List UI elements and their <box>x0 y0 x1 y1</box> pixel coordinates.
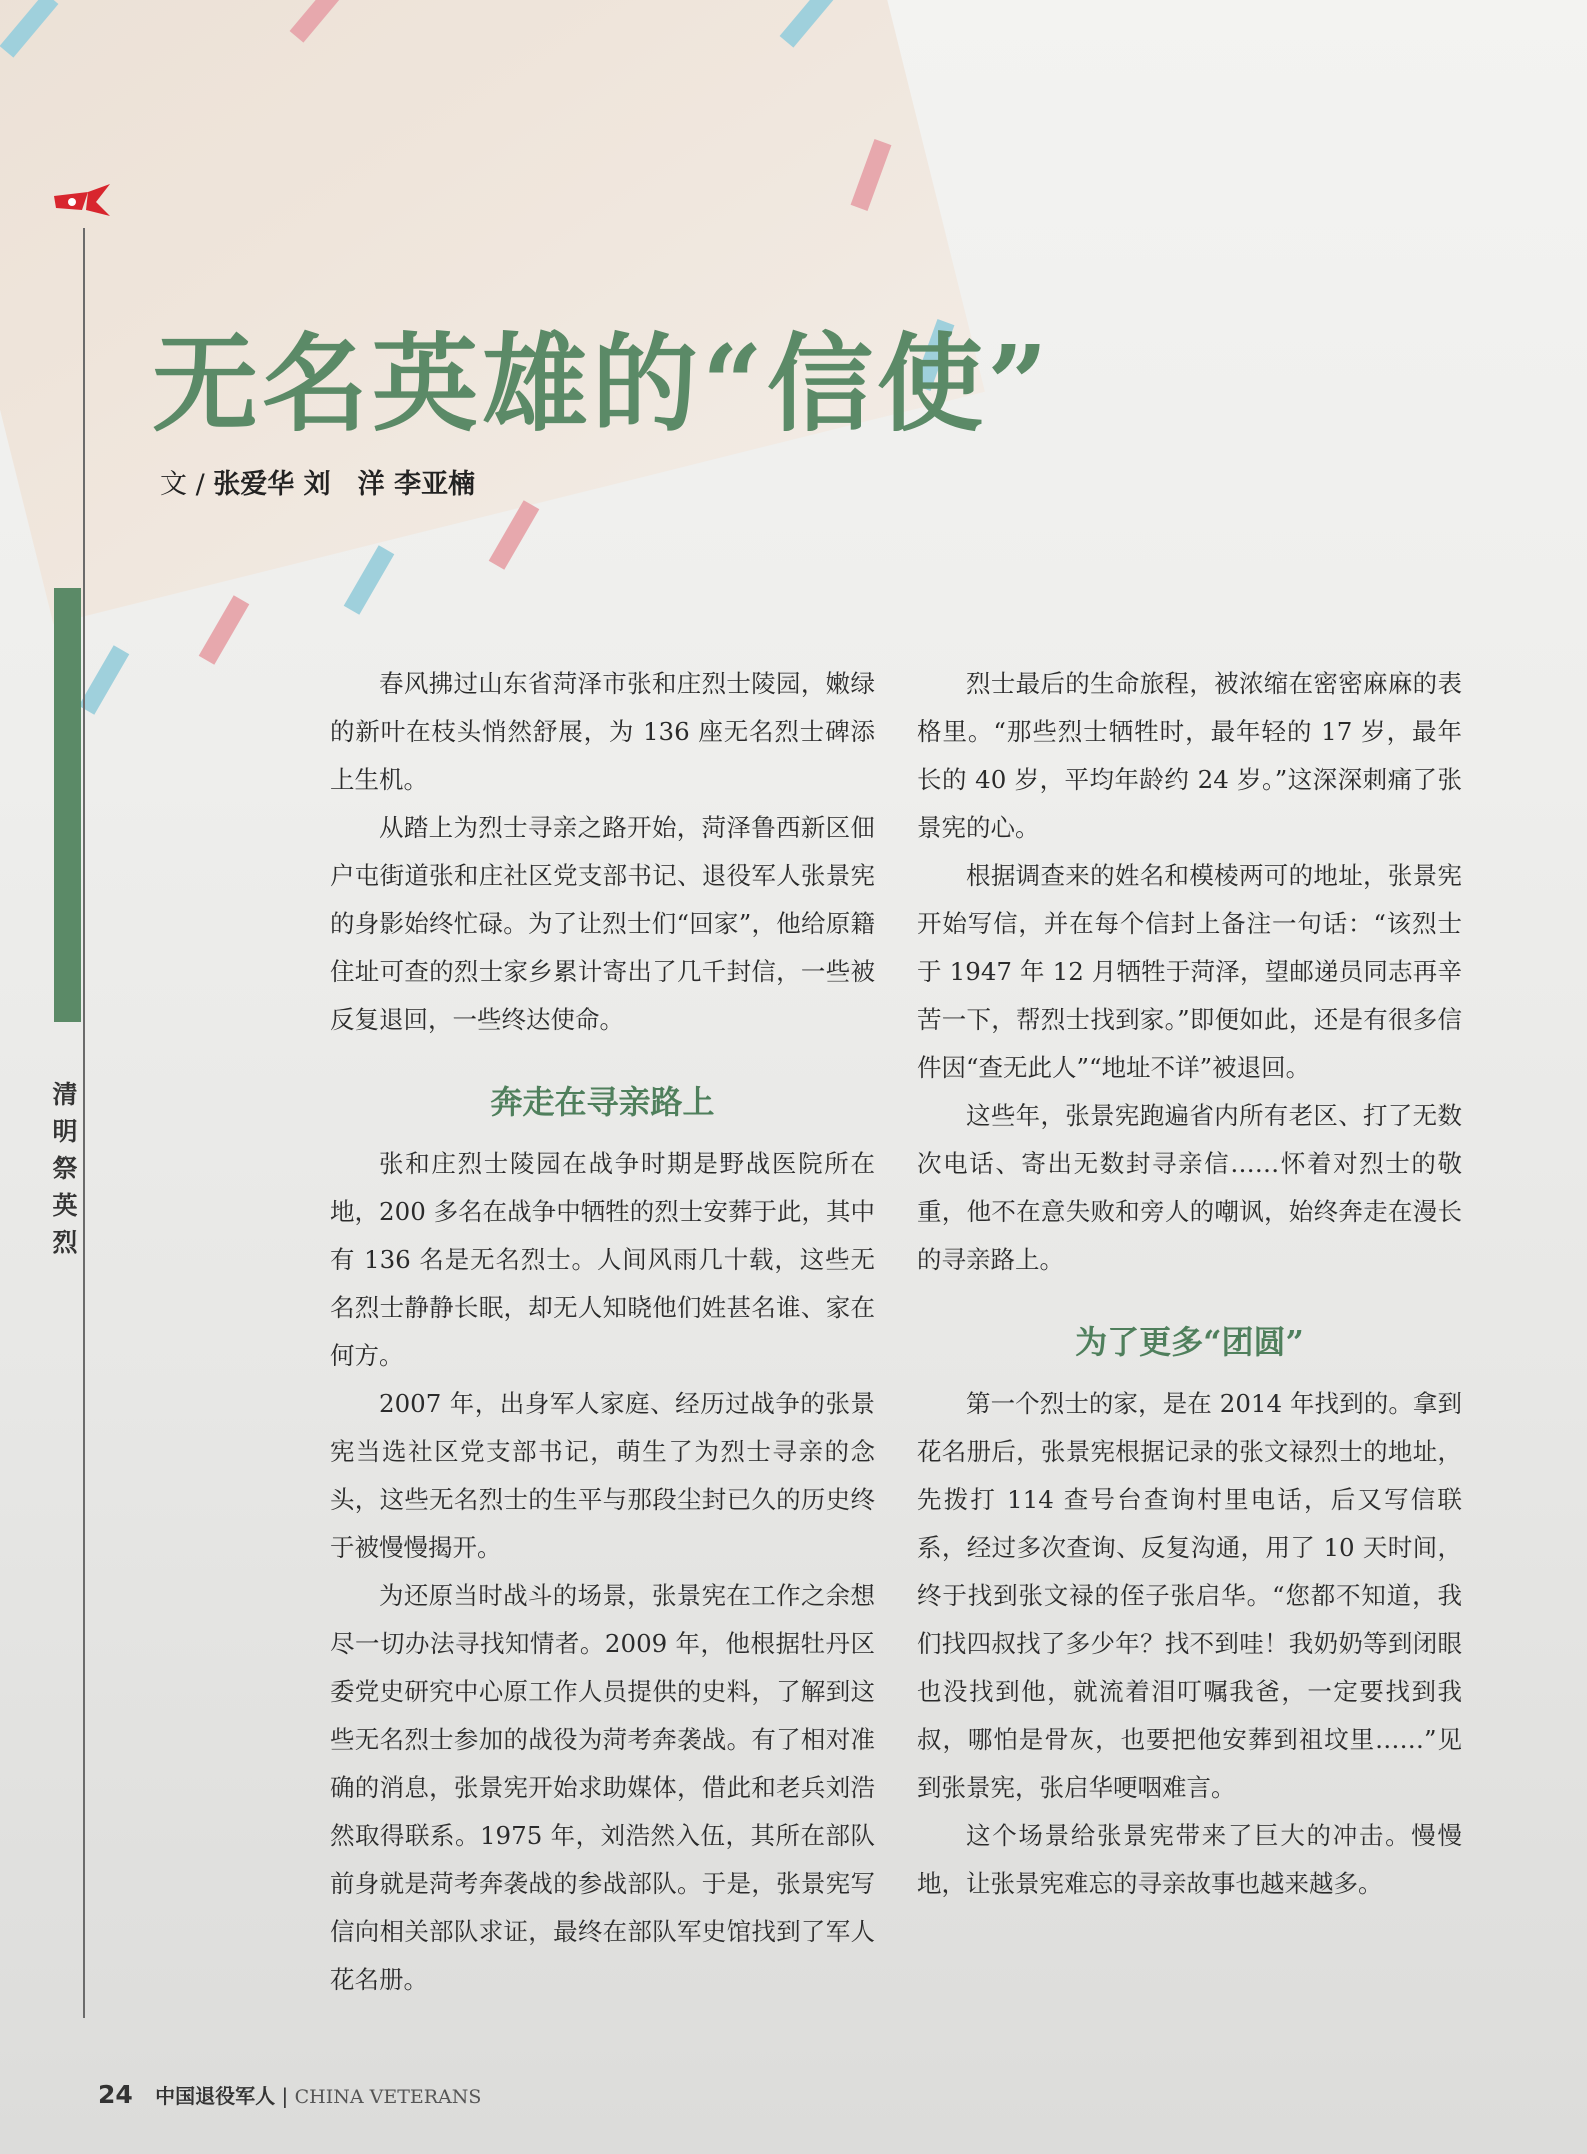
byline <box>160 462 475 501</box>
magazine-logo-icon <box>52 180 112 220</box>
paragraph: 从踏上为烈士寻亲之路开始，菏泽鲁西新区佃户屯街道张和庄社区党支部书记、退役军人张景宪的身影始终忙碌。为了让烈士们“回家”，他给原籍住址可查的烈士家乡累计寄出了几千封信，一些被反复退回，一些终达使命。 <box>330 813 875 1034</box>
paragraph: 烈士最后的生命旅程，被浓缩在密密麻麻的表格里。“那些烈士牺牲时，最年轻的 17 岁，最年长的 40 岁，平均年龄约 24 岁。”这深深刺痛了张景宪的心。 <box>917 669 1462 842</box>
paragraph: 2007 年，出身军人家庭、经历过战争的张景宪当选社区党支部书记，萌生了为烈士寻亲的念头，这些无名烈士的生平与那段尘封已久的历史终于被慢慢揭开。 <box>330 1389 875 1562</box>
section-label: 清明祭英烈 <box>52 1080 78 1257</box>
section-color-bar <box>54 588 81 1022</box>
page-number: 24 <box>98 2080 133 2109</box>
subheading: 为了更多“团圆” <box>1075 1323 1304 1361</box>
paragraph: 春风拂过山东省菏泽市张和庄烈士陵园，嫩绿的新叶在枝头悄然舒展，为 136 座无名烈士碑添上生机。 <box>330 669 875 794</box>
page-footer <box>98 2080 481 2109</box>
magazine-name: 中国退役军人 <box>155 2084 276 2108</box>
byline-prefix: 文 / <box>160 469 214 500</box>
margin-rule <box>83 228 85 2018</box>
text-column-left <box>330 660 875 2004</box>
magazine-name-en: CHINA VETERANS <box>294 2086 482 2108</box>
footer-separator: | <box>281 2084 289 2108</box>
subheading: 奔走在寻亲路上 <box>490 1083 715 1121</box>
paragraph: 这个场景给张景宪带来了巨大的冲击。慢慢地，让张景宪难忘的寻亲故事也越来越多。 <box>917 1821 1462 1898</box>
text-column-right <box>917 660 1462 1908</box>
paragraph: 为还原当时战斗的场景，张景宪在工作之余想尽一切办法寻找知情者。2009 年，他根据牡丹区委党史研究中心原工作人员提供的史料，了解到这些无名烈士参加的战役为菏考奔袭战。有了相对准确的消息，张景宪开始求助媒体，借此和老兵刘浩然取得联系。1975 年，刘浩然入伍，其所在部队前身就是菏考奔袭战的参战部队。于是，张景宪写信向相关部队求证，最终在部队军史馆找到了军人花名册。 <box>330 1581 875 1994</box>
article-title: 无名英雄的“信使” <box>152 321 1052 446</box>
paragraph: 这些年，张景宪跑遍省内所有老区、打了无数次电话、寄出无数封寻亲信……怀着对烈士的敬重，他不在意失败和旁人的嘲讽，始终奔走在漫长的寻亲路上。 <box>917 1101 1462 1274</box>
paragraph: 第一个烈士的家，是在 2014 年找到的。拿到花名册后，张景宪根据记录的张文禄烈士的地址，先拨打 114 查号台查询村里电话，后又写信联系，经过多次查询、反复沟通，用了 10 天时间，终于找到张文禄的侄子张启华。“您都不知道，我们找四叔找了多少年？找不到哇！我奶奶等到闭眼也没找到他，就流着泪叮嘱我爸，一定要找到我叔，哪怕是骨灰，也要把他安葬到祖坟里……”见到张景宪，张启华哽咽难言。 <box>917 1389 1462 1802</box>
paragraph: 根据调查来的姓名和模棱两可的地址，张景宪开始写信，并在每个信封上备注一句话：“该烈士于 1947 年 12 月牺牲于菏泽，望邮递员同志再辛苦一下，帮烈士找到家。”即便如此，还是有很多信件因“查无此人”“地址不详”被退回。 <box>917 861 1462 1082</box>
byline-authors: 张爱华 刘 洋 李亚楠 <box>213 469 476 500</box>
paragraph: 张和庄烈士陵园在战争时期是野战医院所在地，200 多名在战争中牺牲的烈士安葬于此，其中有 136 名是无名烈士。人间风雨几十载，这些无名烈士静静长眠，却无人知晓他们姓甚名谁、家在何方。 <box>330 1149 875 1370</box>
